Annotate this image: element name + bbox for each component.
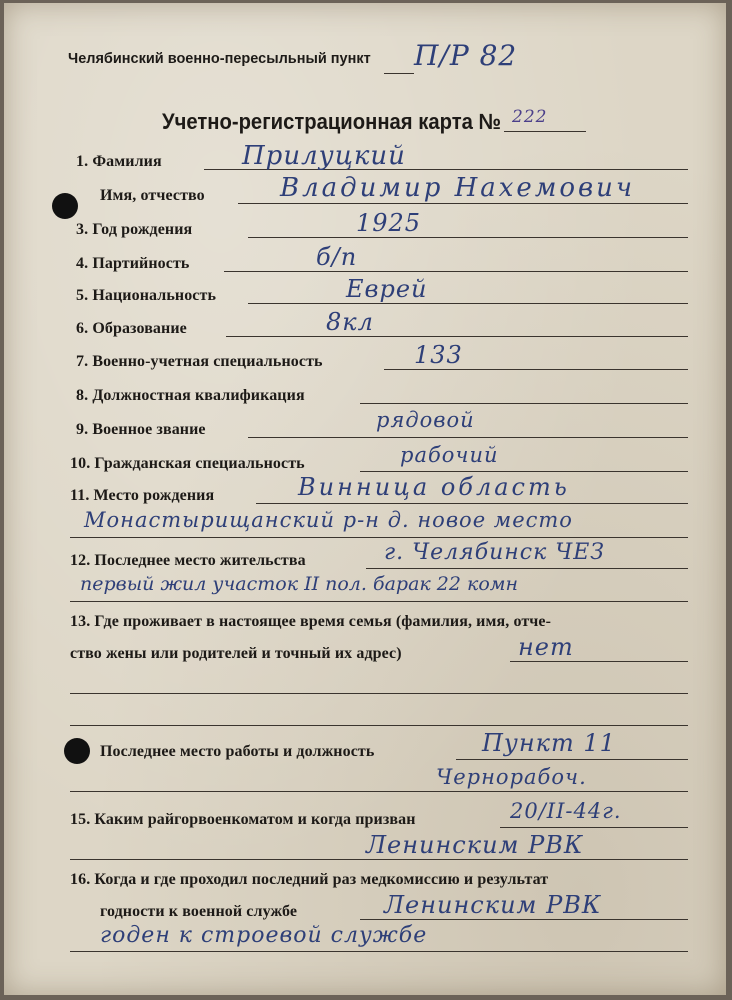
field-10-line [360, 471, 688, 472]
field-16-line-2 [70, 951, 688, 952]
field-3-label [76, 221, 192, 239]
field-13-line-2 [70, 693, 688, 694]
field-13-label-2: ство жены или родителей и точный их адрес) [70, 645, 402, 662]
field-num: 11. [70, 487, 90, 504]
field-3-line [248, 237, 688, 238]
field-11-line-2 [70, 537, 688, 538]
field-num: 5. [76, 287, 89, 304]
field-14-line [456, 759, 688, 760]
field-label: Последнее место работы и должность [100, 743, 375, 760]
field-5-label [76, 287, 216, 305]
field-4-label [76, 255, 189, 273]
field-6-label [76, 320, 187, 338]
field-14-label [100, 743, 374, 761]
field-7-label [76, 353, 323, 371]
registration-card [4, 3, 726, 995]
field-6-line [226, 336, 688, 337]
field-16-label [70, 871, 548, 889]
field-12-value: г. Челябинск ЧЕЗ [384, 540, 606, 565]
field-13-label [70, 613, 551, 631]
field-num: 4. [76, 255, 89, 272]
field-14-line-2 [70, 791, 688, 792]
field-label: Каким райгорвоенкоматом и когда призван [94, 811, 416, 828]
field-10-value: рабочий [400, 443, 499, 467]
field-label: Гражданская специальность [94, 455, 305, 472]
field-9-value: рядовой [376, 408, 475, 432]
field-num: 7. [76, 353, 89, 370]
field-4-value: б/п [316, 243, 358, 271]
field-4-line [224, 271, 688, 272]
field-15-value-2: Ленинским РВК [366, 831, 584, 859]
field-label: Военно-учетная специальность [92, 353, 323, 370]
field-2-label [100, 187, 205, 205]
field-13-value: нет [518, 633, 574, 661]
field-num: 1. [76, 153, 89, 170]
field-3-value: 1925 [356, 209, 422, 237]
field-15-value: 20/II-44г. [510, 799, 622, 823]
field-label: Место рождения [93, 487, 215, 504]
field-label: Образование [92, 320, 187, 337]
field-15-line-2 [70, 859, 688, 860]
field-label: Где проживает в настоящее время семья (фамилия, имя, отче- [94, 613, 552, 630]
field-label: Должностная квалификация [92, 387, 305, 404]
field-num: 6. [76, 320, 89, 337]
field-label: Имя, отчество [100, 187, 205, 204]
field-13-line [510, 661, 688, 662]
org-underline [384, 73, 414, 74]
field-11-value: Винница область [298, 473, 570, 501]
field-13-line-3 [70, 725, 688, 726]
field-label: Последнее место жительства [94, 552, 306, 569]
field-label: Год рождения [92, 221, 193, 238]
field-num: 10. [70, 455, 91, 472]
field-16-value-2: годен к строевой службе [100, 923, 428, 948]
field-5-value: Еврей [346, 275, 428, 303]
field-1-value: Прилуцкий [242, 141, 406, 171]
organization-header: Челябинский военно-пересыльный пункт [68, 51, 371, 67]
field-16-label-2: годности к военной службе [100, 903, 298, 920]
field-1-label [76, 153, 162, 171]
field-14-value-2: Чернорабоч. [436, 765, 587, 789]
field-8-line [360, 403, 688, 404]
field-16-line [360, 919, 688, 920]
punch-hole-top [52, 193, 78, 219]
field-num: 15. [70, 811, 91, 828]
field-num: 13. [70, 613, 91, 630]
field-label: Фамилия [92, 153, 162, 170]
field-2-line [238, 203, 688, 204]
field-label: Национальность [92, 287, 217, 304]
field-label: Военное звание [92, 421, 206, 438]
field-8-label [76, 387, 305, 405]
card-title: Учетно-регистрационная карта № [162, 109, 502, 134]
field-2-value: Владимир Нахемович [280, 173, 636, 203]
field-9-label [76, 421, 206, 439]
field-num: 9. [76, 421, 89, 438]
field-label: Партийность [92, 255, 190, 272]
field-label: Когда и где проходил последний раз медкомиссию и результат [94, 871, 549, 888]
field-7-line [384, 369, 688, 370]
card-number-underline [504, 131, 586, 132]
field-12-line-2 [70, 601, 688, 602]
field-11-label [70, 487, 214, 505]
field-12-label [70, 552, 306, 570]
field-16-value: Ленинским РВК [384, 891, 602, 919]
field-14-value: Пункт 11 [482, 729, 616, 757]
field-12-value-2: первый жил участок II пол. барак 22 комн [80, 573, 519, 595]
field-11-line [256, 503, 688, 504]
field-10-label [70, 455, 305, 473]
field-num: 8. [76, 387, 89, 404]
field-num: 12. [70, 552, 91, 569]
field-15-label [70, 811, 416, 829]
field-7-value: 133 [414, 341, 463, 369]
field-num: 3. [76, 221, 89, 238]
field-9-line [248, 437, 688, 438]
field-11-value-2: Монастырищанский р-н д. новое место [84, 508, 573, 532]
stamp-number: П/Р 82 [414, 39, 518, 72]
field-5-line [248, 303, 688, 304]
punch-hole-bottom [64, 738, 90, 764]
card-number: 222 [512, 107, 548, 127]
field-12-line [366, 568, 688, 569]
field-num: 16. [70, 871, 91, 888]
field-6-value: 8кл [326, 308, 374, 336]
field-15-line [500, 827, 688, 828]
